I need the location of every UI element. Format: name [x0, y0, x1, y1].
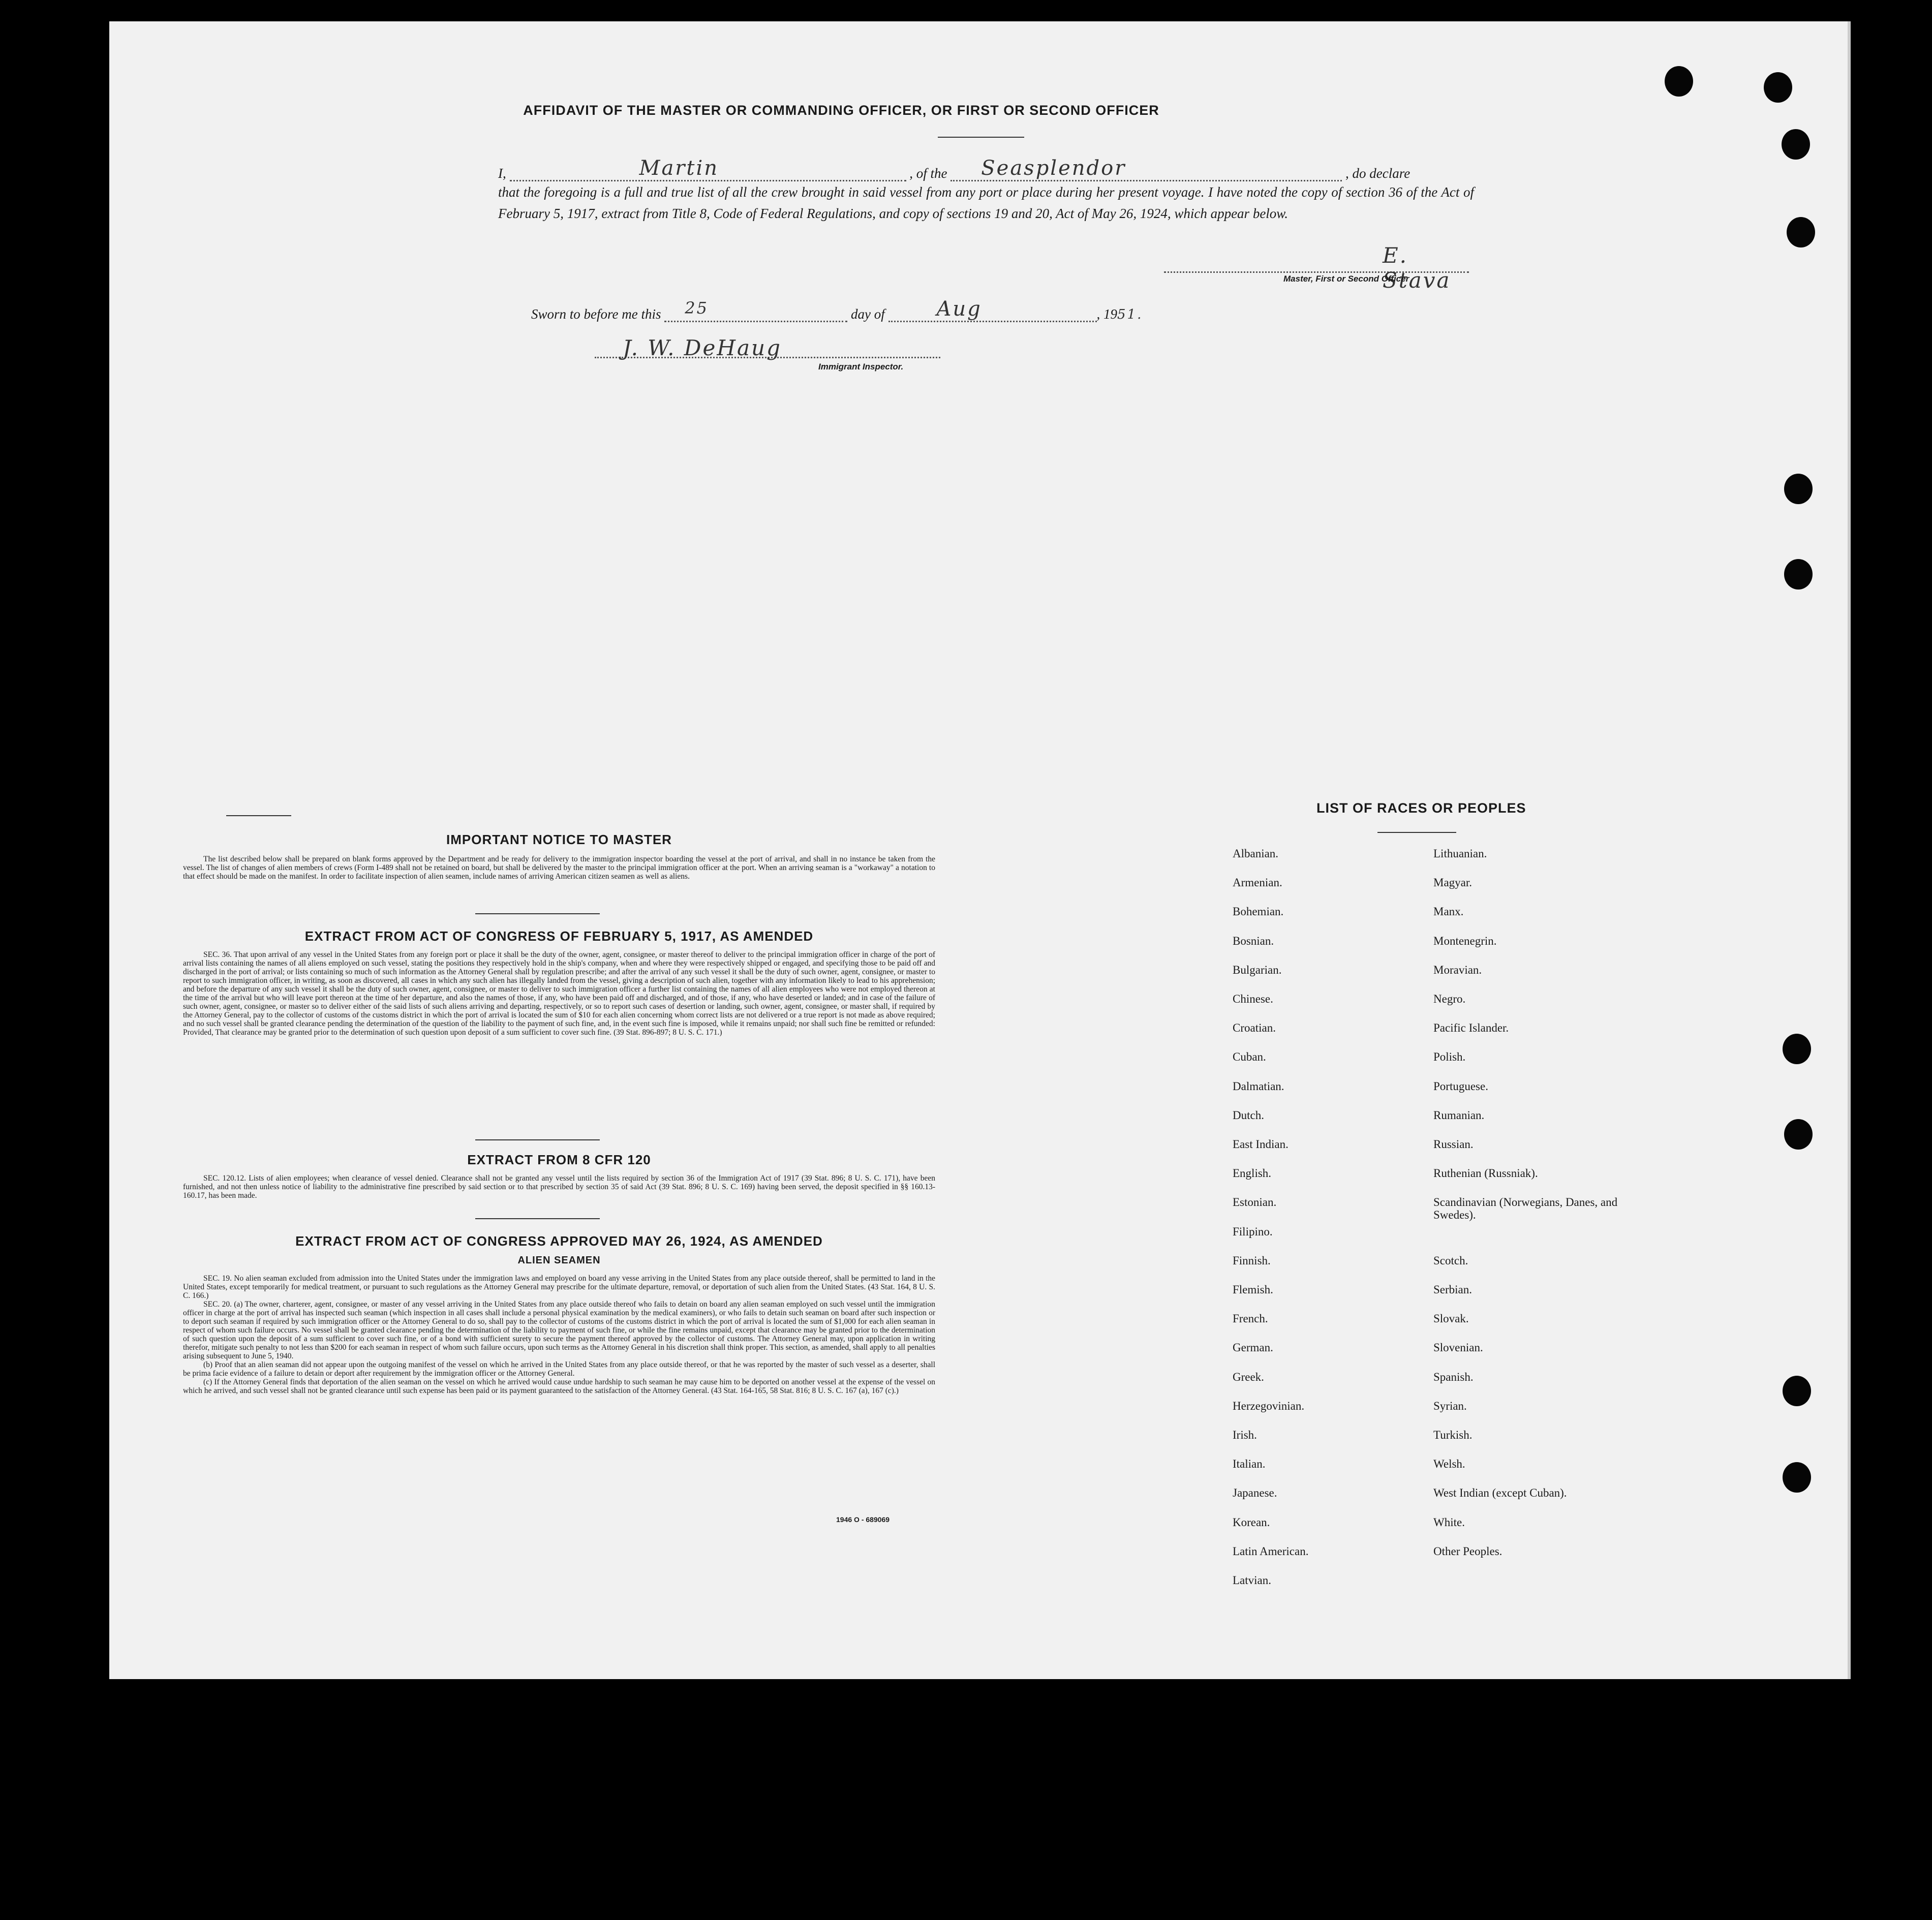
race-item: Albanian. — [1233, 847, 1279, 860]
extract-1917-text — [183, 950, 935, 1037]
extract-1924-text — [183, 1274, 935, 1395]
do-declare-label: , do declare — [1345, 166, 1410, 181]
extract-cfr-paragraph: SEC. 120.12. Lists of alien employees; when clearance of vessel denied. Clearance shall not be granted any vessel until the lists required by section 36 of the Immigration Act of 1917 (39 Stat. 896; 8 U. S. C. 171), have been furnished, and not then unless notice of liability to the administrative fine prescribed by said section or to that prescribed by section 35 of said Act (39 Stat. 896; 8 U. S. C. 169) having been served, the deposit specified in §§ 160.13-160.17, has been made. — [183, 1174, 935, 1200]
notice-paragraph: The list described below shall be prepared on blank forms approved by the Department and be ready for delivery to the immigration inspector boarding the vessel at the port of arrival, and shall in no instance be taken from the vessel. The list of changes of alien members of crews (Form I-489 shall not be retained on board, but shall be delivered by the master to the principal immigration officer at the port. When an arriving seaman is a "workaway" a notation to that effect should be made on the manifest. In order to facilitate inspection of alien seamen, include names of arriving American citizen seamen as well as aliens. — [183, 855, 935, 881]
divider — [1377, 832, 1456, 833]
race-item: Chinese. — [1233, 993, 1273, 1005]
punch-hole — [1787, 217, 1815, 247]
race-item: Syrian. — [1433, 1399, 1467, 1412]
extract-1924-paragraph: (c) If the Attorney General finds that deportation of the alien seaman on the vessel on which he arrived would cause undue hardship to such seaman he may cause him to be deported on another vessel at the expense of the vessel on which he arrived, and such vessel shall not be granted clearance until such expense has been paid or its payment guaranteed to the satisfaction of the Attorney General. (43 Stat. 164-165, 58 Stat. 816; 8 U. S. C. 167 (a), 167 (c).) — [183, 1378, 935, 1395]
race-item: Serbian. — [1433, 1283, 1473, 1296]
document-sheet — [109, 21, 1851, 1679]
race-item: Russian. — [1433, 1138, 1474, 1151]
year-prefix: , 19 — [1096, 306, 1117, 322]
sworn-label: Sworn to before me this — [531, 306, 661, 322]
officer-signature-caption: Master, First or Second Officer — [1283, 274, 1409, 284]
race-item: Japanese. — [1233, 1487, 1277, 1500]
punch-hole — [1784, 474, 1813, 504]
sworn-month-field — [888, 297, 1097, 322]
i-label: I, — [498, 166, 506, 181]
race-item: Lithuanian. — [1433, 847, 1487, 860]
inspector-caption: Immigrant Inspector. — [818, 362, 904, 371]
extract-1917-paragraph: SEC. 36. That upon arrival of any vessel in the United States from any foreign port or place it shall be the duty of the owner, agent, consignee, or master thereof to deliver to the principal immigration officer in charge of the port of arrival lists containing the names of all aliens employed on such vessel, stating the positions they respectively hold in the ship's company, when and where they were respectively shipped or engaged, and specifying those to be paid off and discharged in the port of arrival; or lists containing so much of such information as the Attorney General shall by regulation prescribe; and after the arrival of any such vessel it shall be the duty of such owner, agent, consignee, or master to report to such immigration officer, in writing, as soon as discovered, all cases in which any such alien has illegally landed from the vessel, giving a description of such alien, together with any information likely to lead to his apprehension; and before the departure of any such vessel it shall be the duty of such owner, agent, consignee, or master to deliver to such immigration officer a further list containing the names of all alien employees who were not employed thereon at the time of the arrival but who will leave port thereon at the time of her departure, and also the names of those, if any, who have been paid off and discharged, and of those, if any, who have deserted or landed; and in case of the failure of such owner, agent, consignee, or master so to deliver either of the said lists of such aliens arriving and departing, respectively, or so to report such cases of desertion or landing, such owner, agent, consignee, or master shall, if required by the Attorney General, pay to the collector of customs of the customs district in which the port of arrival is located the sum of $10 for each alien concerning whom correct lists are not delivered or a true report is not made as above required; and no such vessel shall be granted clearance pending the determination of the question of the liability to the payment of such fine, and, in the event such fine is imposed, while it remains unpaid; nor shall such fine be remitted or refunded: Provided, That clearance may be granted prior to the determination of such question upon deposit of a sum sufficient to cover such fine. (39 Stat. 896-897; 8 U. S. C. 171.) — [183, 950, 935, 1037]
punch-hole — [1783, 1376, 1811, 1406]
extract-1924-paragraph: SEC. 19. No alien seaman excluded from admission into the United States under the immigration laws and employed on board any vesse arriving in the United States from any place outside thereof, shall be permitted to land in the United States, except temporarily for medical treatment, or pursuant to such regulations as the Attorney General may prescribe for the ultimate departure, removal, or deportation of such alien from the United States. (43 Stat. 164, 8 U. S. C. 166.) — [183, 1274, 935, 1300]
race-item: Dutch. — [1233, 1108, 1264, 1122]
race-item: Scotch. — [1433, 1254, 1468, 1267]
race-item: Turkish. — [1433, 1429, 1473, 1441]
divider — [475, 1139, 600, 1140]
race-item: Slovak. — [1433, 1312, 1469, 1325]
master-name-handwriting: Martin — [639, 157, 719, 180]
race-item: Latin American. — [1233, 1544, 1309, 1558]
divider — [475, 1218, 600, 1219]
race-item: Croatian. — [1233, 1021, 1276, 1035]
sworn-day-handwriting: 25 — [685, 298, 709, 318]
race-item: French. — [1233, 1312, 1268, 1325]
race-item: Irish. — [1233, 1429, 1257, 1441]
punch-hole — [1665, 66, 1693, 97]
extract-cfr-text — [183, 1174, 935, 1200]
punch-hole — [1783, 1034, 1811, 1064]
extract-cfr-title: EXTRACT FROM 8 CFR 120 — [467, 1152, 651, 1167]
race-item: White. — [1433, 1515, 1465, 1529]
race-item: Scandinavian (Norwegians, Danes, and Swedes). — [1433, 1196, 1618, 1222]
extract-1924-paragraph: SEC. 20. (a) The owner, charterer, agent, consignee, or master of any vessel arriving in the United States from any place outside thereof who fails to detain on board any alien seaman employed on such vessel until the immigration officer in charge at the port of arrival has inspected such seaman (which inspection in all cases shall include a personal physical examination by the medical examiners), or who fails to detain such seaman on board after such inspection or to deport such seaman if required by such immigration officer or the Attorney General to do so, shall pay to the collector of customs of the customs district in which the port of arrival is located the sum of $1,000 for each alien seaman in respect of whom such failure occurs. No vessel shall be granted clearance pending the determination of the liability to payment of such fine, or while the fine remains unpaid, except that clearance may be granted prior to the determination of such question upon the deposit of a sum sufficient to cover such fine, or of a bond with sufficient surety to secure the payment thereof approved by the collector of customs. The Attorney General may, upon application in writing therefor, mitigate such penalty to not less than $200 for each seaman in respect of whom such failure occurs, upon such terms as the Attorney General in his discretion shall think proper. This section, as amended, shall apply to all penalties arising subsequent to June 5, 1940. — [183, 1300, 935, 1360]
race-item: Magyar. — [1433, 876, 1473, 889]
divider — [938, 137, 1024, 138]
officer-signature: E. Stava — [1383, 243, 1451, 293]
punch-hole — [1784, 1119, 1813, 1150]
declaration-first-line — [498, 157, 1474, 181]
race-item: Montenegrin. — [1433, 934, 1497, 947]
race-item: Filipino. — [1233, 1225, 1273, 1238]
master-name-field — [510, 157, 906, 181]
race-item: English. — [1233, 1167, 1272, 1180]
punch-hole — [1764, 72, 1792, 103]
sworn-line — [531, 297, 1143, 322]
race-item: Rumanian. — [1433, 1108, 1485, 1122]
vessel-name-handwriting: Seasplendor — [981, 157, 1126, 180]
races-title: LIST OF RACES OR PEOPLES — [1316, 800, 1526, 816]
sworn-month-handwriting: Aug — [936, 297, 982, 321]
divider — [475, 913, 600, 914]
race-item: Armenian. — [1233, 876, 1282, 889]
print-code: 1946 O - 689069 — [836, 1515, 890, 1524]
extract-1917-title: EXTRACT FROM ACT OF CONGRESS OF FEBRUARY 5, 1917, AS AMENDED — [304, 928, 814, 944]
race-item: Cuban. — [1233, 1050, 1266, 1064]
sworn-day-field — [664, 298, 847, 322]
race-item: Italian. — [1233, 1458, 1266, 1471]
race-item: Polish. — [1433, 1050, 1466, 1064]
vessel-name-field — [950, 157, 1342, 181]
race-item: Estonian. — [1233, 1196, 1277, 1209]
race-item: Manx. — [1433, 905, 1464, 918]
race-item: Korean. — [1233, 1515, 1270, 1529]
notice-text — [183, 855, 935, 881]
race-item: Finnish. — [1233, 1254, 1271, 1267]
of-the-label: , of the — [909, 166, 947, 181]
race-item: German. — [1233, 1341, 1273, 1354]
race-item: Portuguese. — [1433, 1079, 1488, 1093]
notice-title: IMPORTANT NOTICE TO MASTER — [446, 832, 672, 847]
race-item: Negro. — [1433, 993, 1466, 1005]
affidavit-title: AFFIDAVIT OF THE MASTER OR COMMANDING OFFICER, OR FIRST OR SECOND OFFICER — [523, 103, 1159, 118]
inspector-signature: J. W. DeHaug — [623, 335, 782, 360]
race-item: Welsh. — [1433, 1458, 1465, 1471]
extract-1924-subtitle: ALIEN SEAMEN — [517, 1255, 601, 1266]
year-handwriting: 51. — [1117, 307, 1143, 322]
race-item: Bulgarian. — [1233, 963, 1282, 976]
punch-hole — [1784, 559, 1813, 590]
race-item: Herzegovinian. — [1233, 1399, 1305, 1412]
race-item: East Indian. — [1233, 1138, 1289, 1151]
punch-hole — [1782, 129, 1810, 160]
race-item: Latvian. — [1233, 1574, 1271, 1587]
race-item: West Indian (except Cuban). — [1433, 1487, 1567, 1500]
race-item: Slovenian. — [1433, 1341, 1483, 1354]
punch-hole — [1783, 1462, 1811, 1493]
race-item: Bosnian. — [1233, 934, 1274, 947]
race-item: Ruthenian (Russniak). — [1433, 1167, 1538, 1180]
inspector-signature-line — [595, 335, 940, 360]
race-item: Bohemian. — [1233, 905, 1284, 918]
day-of-label: day of — [851, 306, 885, 322]
extract-1924-title: EXTRACT FROM ACT OF CONGRESS APPROVED MAY 26, 1924, AS AMENDED — [295, 1233, 823, 1249]
extract-1924-paragraph: (b) Proof that an alien seaman did not appear upon the outgoing manifest of the vessel on which he arrived in the United States from any place outside thereof, or that he was reported by the master of such vessel as a deserter, shall be prima facie evidence of a failure to detain or deport after requirement by the immigration officer or the Attorney General. — [183, 1360, 935, 1378]
race-item: Other Peoples. — [1433, 1544, 1502, 1558]
race-item: Dalmatian. — [1233, 1079, 1284, 1093]
race-item: Flemish. — [1233, 1283, 1273, 1296]
declaration-text: that the foregoing is a full and true list of all the crew brought in said vessel from any port or place during her present voyage. I have noted the copy of section 36 of the Act of February 5, 1917, extract from Title 8, Code of Federal Regulations, and copy of sections 19 and 20, Act of May 26, 1924, which appear below. — [498, 184, 1474, 221]
race-item: Spanish. — [1433, 1370, 1474, 1383]
race-item: Pacific Islander. — [1433, 1021, 1509, 1035]
divider — [226, 815, 291, 816]
race-item: Moravian. — [1433, 963, 1482, 976]
race-item: Greek. — [1233, 1370, 1264, 1383]
